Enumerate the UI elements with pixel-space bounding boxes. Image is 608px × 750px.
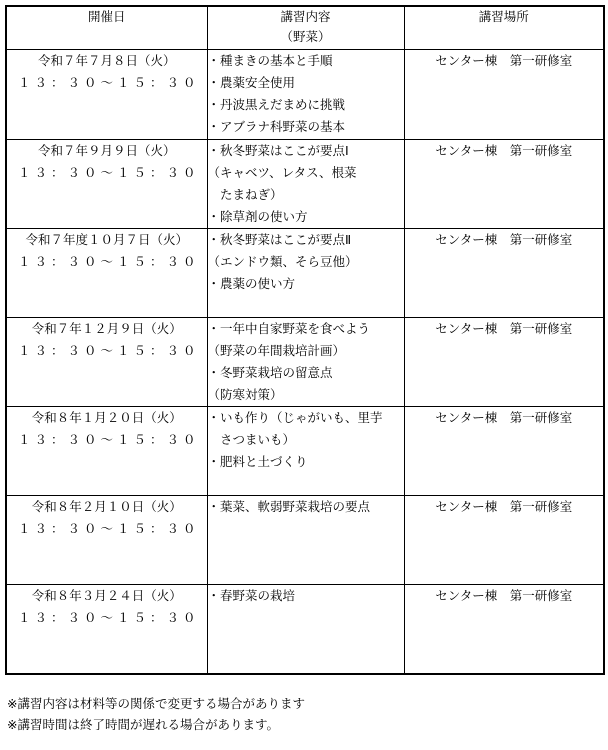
header-place: 講習場所 bbox=[404, 6, 604, 49]
content-line: （野菜の年間栽培計画） bbox=[207, 342, 346, 358]
session-place: センター棟 第一研修室 bbox=[435, 231, 573, 247]
table-row bbox=[6, 228, 604, 317]
note-time-delay: ※講習時間は終了時間が遅れる場合があります。 bbox=[7, 717, 279, 732]
notes bbox=[7, 693, 602, 735]
content-line: ・アブラナ科野菜の基本 bbox=[207, 118, 346, 134]
content-line: ・種まきの基本と手順 bbox=[207, 52, 333, 68]
session-date: 令和８年３月２４日（火） bbox=[31, 587, 182, 603]
session-place: センター棟 第一研修室 bbox=[435, 52, 573, 68]
note-content-change: ※講習内容は材料等の関係で変更する場合があります bbox=[7, 696, 305, 711]
header-content bbox=[207, 6, 404, 49]
content-line: ・一年中自家野菜を食べよう bbox=[207, 320, 371, 336]
content-line: ・秋冬野菜はここが要点Ⅰ bbox=[207, 142, 349, 158]
session-place: センター棟 第一研修室 bbox=[435, 142, 573, 158]
place-cell bbox=[404, 317, 604, 406]
date-cell bbox=[6, 139, 207, 228]
header-content-title: 講習内容 bbox=[280, 9, 331, 24]
table-row bbox=[6, 406, 604, 495]
content-line: （エンドウ類、そら豆他） bbox=[207, 253, 358, 269]
content-line: ・秋冬野菜はここが要点Ⅱ bbox=[207, 231, 352, 247]
content-line: ・いも作り（じゃがいも、里芋 bbox=[207, 409, 383, 425]
place-cell bbox=[404, 406, 604, 495]
content-line: ・肥料と土づくり bbox=[207, 453, 308, 469]
content-cell bbox=[207, 139, 404, 228]
header-content-subtitle: （野菜） bbox=[280, 29, 331, 44]
session-time: １３：３０～１５：３０ bbox=[17, 164, 200, 180]
date-cell bbox=[6, 406, 207, 495]
session-date: 令和８年１月２０日（火） bbox=[31, 409, 182, 425]
table-row bbox=[6, 49, 604, 139]
session-place: センター棟 第一研修室 bbox=[435, 498, 573, 514]
content-line: ・農薬の使い方 bbox=[207, 275, 296, 291]
date-cell bbox=[6, 317, 207, 406]
date-cell bbox=[6, 49, 207, 139]
content-line: たまねぎ） bbox=[207, 186, 283, 202]
content-cell bbox=[207, 495, 404, 584]
place-cell bbox=[404, 139, 604, 228]
content-cell bbox=[207, 406, 404, 495]
session-time: １３：３０～１５：３０ bbox=[17, 253, 200, 269]
content-line: （防寒対策） bbox=[207, 386, 283, 402]
header-row bbox=[6, 6, 604, 49]
content-line: （キャベツ、レタス、根菜 bbox=[207, 164, 357, 180]
content-line: さつまいも） bbox=[207, 431, 296, 447]
content-line: ・葉菜、軟弱野菜栽培の要点 bbox=[207, 498, 371, 514]
date-cell bbox=[6, 228, 207, 317]
place-cell bbox=[404, 228, 604, 317]
session-time: １３：３０～１５：３０ bbox=[17, 520, 200, 536]
session-time: １３：３０～１５：３０ bbox=[17, 342, 200, 358]
table-row bbox=[6, 495, 604, 584]
session-time: １３：３０～１５：３０ bbox=[17, 609, 200, 625]
session-date: 令和７年１２月９日（火） bbox=[31, 320, 182, 336]
session-time: １３：３０～１５：３０ bbox=[17, 74, 200, 90]
session-time: １３：３０～１５：３０ bbox=[17, 431, 200, 447]
content-line: ・除草剤の使い方 bbox=[207, 208, 308, 224]
place-cell bbox=[404, 49, 604, 139]
table-row bbox=[6, 139, 604, 228]
content-cell bbox=[207, 228, 404, 317]
table-header bbox=[6, 6, 604, 49]
header-date: 開催日 bbox=[6, 6, 207, 49]
content-cell bbox=[207, 317, 404, 406]
content-line: ・丹波黒えだまめに挑戦 bbox=[207, 96, 346, 112]
place-cell bbox=[404, 584, 604, 674]
content-cell bbox=[207, 49, 404, 139]
session-date: 令和７年７月８日（火） bbox=[37, 52, 176, 68]
content-cell bbox=[207, 584, 404, 674]
schedule-table bbox=[5, 5, 605, 675]
session-date: 令和７年９月９日（火） bbox=[37, 142, 176, 158]
date-cell bbox=[6, 584, 207, 674]
place-cell bbox=[404, 495, 604, 584]
table-body bbox=[6, 49, 604, 674]
table-row bbox=[6, 317, 604, 406]
date-cell bbox=[6, 495, 207, 584]
session-date: 令和７年度１０月７日（火） bbox=[25, 231, 188, 247]
content-line: ・農薬安全使用 bbox=[207, 74, 296, 90]
session-date: 令和８年２月１０日（火） bbox=[31, 498, 182, 514]
content-line: ・春野菜の栽培 bbox=[207, 587, 296, 603]
session-place: センター棟 第一研修室 bbox=[435, 320, 573, 336]
session-place: センター棟 第一研修室 bbox=[435, 409, 573, 425]
session-place: センター棟 第一研修室 bbox=[435, 587, 573, 603]
table-row bbox=[6, 584, 604, 674]
content-line: ・冬野菜栽培の留意点 bbox=[207, 364, 333, 380]
